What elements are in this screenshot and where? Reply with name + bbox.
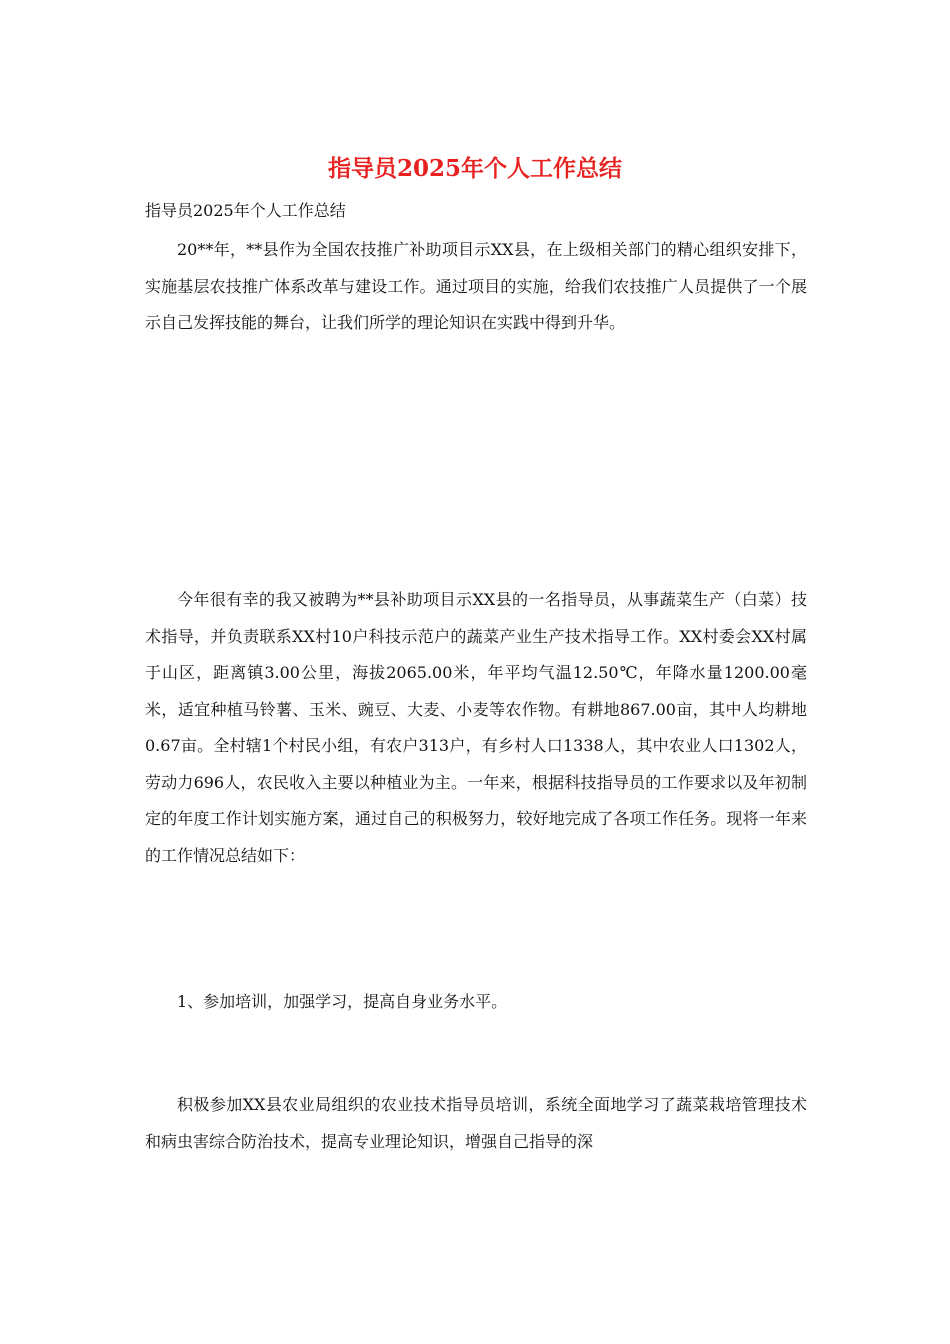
section-heading-1: 1、参加培训，加强学习，提高自身业务水平。 <box>177 992 508 1011</box>
document-subtitle: 指导员2025年个人工作总结 <box>145 201 346 220</box>
paragraph-training: 积极参加XX县农业局组织的农业技术指导员培训，系统全面地学习了蔬菜栽培管理技术和病虫害综合防治技术，提高专业理论知识，增强自己指导的深 <box>145 1095 807 1151</box>
paragraph-background: 今年很有幸的我又被聘为**县补助项目示XX县的一名指导员，从事蔬菜生产（白菜）技术指导，并负责联系XX村10户科技示范户的蔬菜产业生产技术指导工作。XX村委会XX村属于山区，距离镇3.00公里，海拔2065.00米，年平均气温12.50℃，年降水量1200.00毫米，适宜种植马铃薯、玉米、豌豆、大麦、小麦等农作物。有耕地867.00亩，其中人均耕地0.67亩。全村辖1个村民小组，有农户313户，有乡村人口1338人，其中农业人口1302人，劳动力696人，农民收入主要以种植业为主。一年来，根据科技指导员的工作要求以及年初制定的年度工作计划实施方案，通过自己的积极努力，较好地完成了各项工作任务。现将一年来的工作情况总结如下： <box>145 590 807 865</box>
document-title: 指导员2025年个人工作总结 <box>327 155 622 182</box>
paragraph-intro: 20**年，**县作为全国农技推广补助项目示XX县，在上级相关部门的精心组织安排下，实施基层农技推广体系改革与建设工作。通过项目的实施，给我们农技推广人员提供了一个展示自己发挥技能的舞台，让我们所学的理论知识在实践中得到升华。 <box>145 240 807 332</box>
